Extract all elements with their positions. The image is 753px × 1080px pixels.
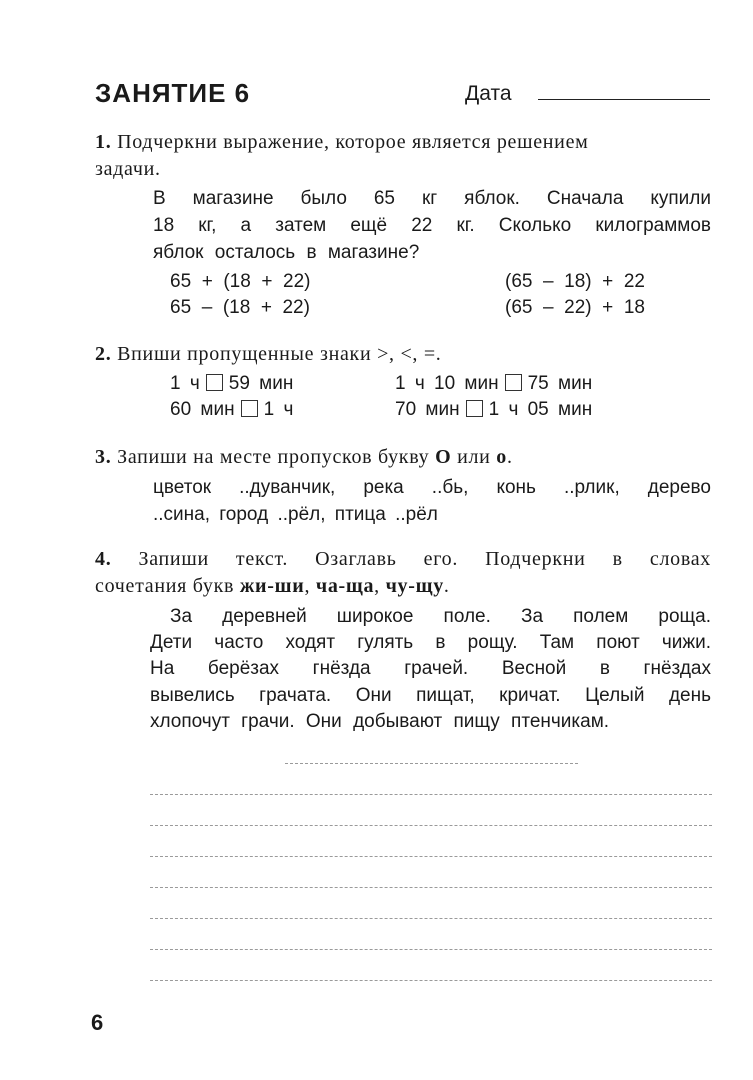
task2-comparison: 60 мин 1 ч xyxy=(170,399,294,420)
task3-words-line: ..сина, город ..рёл, птица ..рёл xyxy=(153,504,438,525)
combo-zhi-shi: жи-ши xyxy=(239,575,305,597)
title-writing-line[interactable] xyxy=(285,763,578,764)
task2-number: 2. xyxy=(95,343,112,365)
sign-input-box[interactable] xyxy=(466,400,483,417)
date-input-line[interactable] xyxy=(538,99,710,100)
task1-problem-line: яблок осталось в магазине? xyxy=(153,242,420,263)
writing-line[interactable] xyxy=(150,949,712,950)
task1-expression[interactable]: 65 + (18 + 22) xyxy=(170,271,311,292)
task1-expression[interactable]: (65 – 22) + 18 xyxy=(505,297,645,318)
task1-instruction-line2: задачи. xyxy=(95,158,161,180)
writing-line[interactable] xyxy=(150,825,712,826)
writing-line[interactable] xyxy=(150,794,712,795)
task1-expression[interactable]: 65 – (18 + 22) xyxy=(170,297,310,318)
combo-chu-shchu: чу-щу xyxy=(385,575,444,597)
sign-input-box[interactable] xyxy=(505,374,522,391)
task1-instruction: 1. Подчеркни выражение, которое является решением xyxy=(95,131,589,153)
page-number: 6 xyxy=(91,1010,104,1035)
task4-text-line: Дети часто ходят гулять в рощу. Там поют чижи. xyxy=(150,632,711,653)
combo-cha-shcha: ча-ща xyxy=(315,575,375,597)
task2-comparison: 1 ч 59 мин xyxy=(170,373,294,394)
task1-expression[interactable]: (65 – 18) + 22 xyxy=(505,271,645,292)
task4-instruction-line2: сочетания букв жи-ши, ча-ща, чу-щу. xyxy=(95,575,450,597)
task3-words-line: цветок ..дуванчик, река ..бь, конь ..рлик, дерево xyxy=(153,477,711,498)
task1-problem-line: 18 кг, а затем ещё 22 кг. Сколько килограммов xyxy=(153,215,711,236)
task4-text-line: За деревней широкое поле. За полем роща. xyxy=(170,606,711,627)
task4-instruction: 4. Запиши текст. Озаглавь его. Подчеркни в словах xyxy=(95,548,711,570)
task1-number: 1. xyxy=(95,131,112,153)
task4-text-line: На берёзах гнёзда грачей. Весной в гнёздах xyxy=(150,658,711,679)
task3-number: 3. xyxy=(95,446,112,468)
lesson-title: ЗАНЯТИЕ 6 xyxy=(95,78,251,108)
task3-instruction: 3. Запиши на месте пропусков букву О или о. xyxy=(95,446,513,468)
writing-line[interactable] xyxy=(150,856,712,857)
sign-input-box[interactable] xyxy=(241,400,258,417)
letter-lower-o: о xyxy=(496,446,507,468)
task2-instruction: 2. Впиши пропущенные знаки >, <, =. xyxy=(95,343,442,365)
task2-comparison: 1 ч 10 мин 75 мин xyxy=(395,373,593,394)
writing-line[interactable] xyxy=(150,980,712,981)
letter-upper-o: О xyxy=(435,446,452,468)
task1-problem-line: В магазине было 65 кг яблок. Сначала купили xyxy=(153,188,711,209)
date-label: Дата xyxy=(465,82,512,105)
task4-text-line: вывелись грачата. Они пищат, кричат. Целый день xyxy=(150,685,711,706)
writing-line[interactable] xyxy=(150,918,712,919)
task2-comparison: 70 мин 1 ч 05 мин xyxy=(395,399,593,420)
sign-input-box[interactable] xyxy=(206,374,223,391)
task4-text-line: хлопочут грачи. Они добывают пищу птенчикам. xyxy=(150,711,610,732)
task4-number: 4. xyxy=(95,548,112,570)
writing-line[interactable] xyxy=(150,887,712,888)
